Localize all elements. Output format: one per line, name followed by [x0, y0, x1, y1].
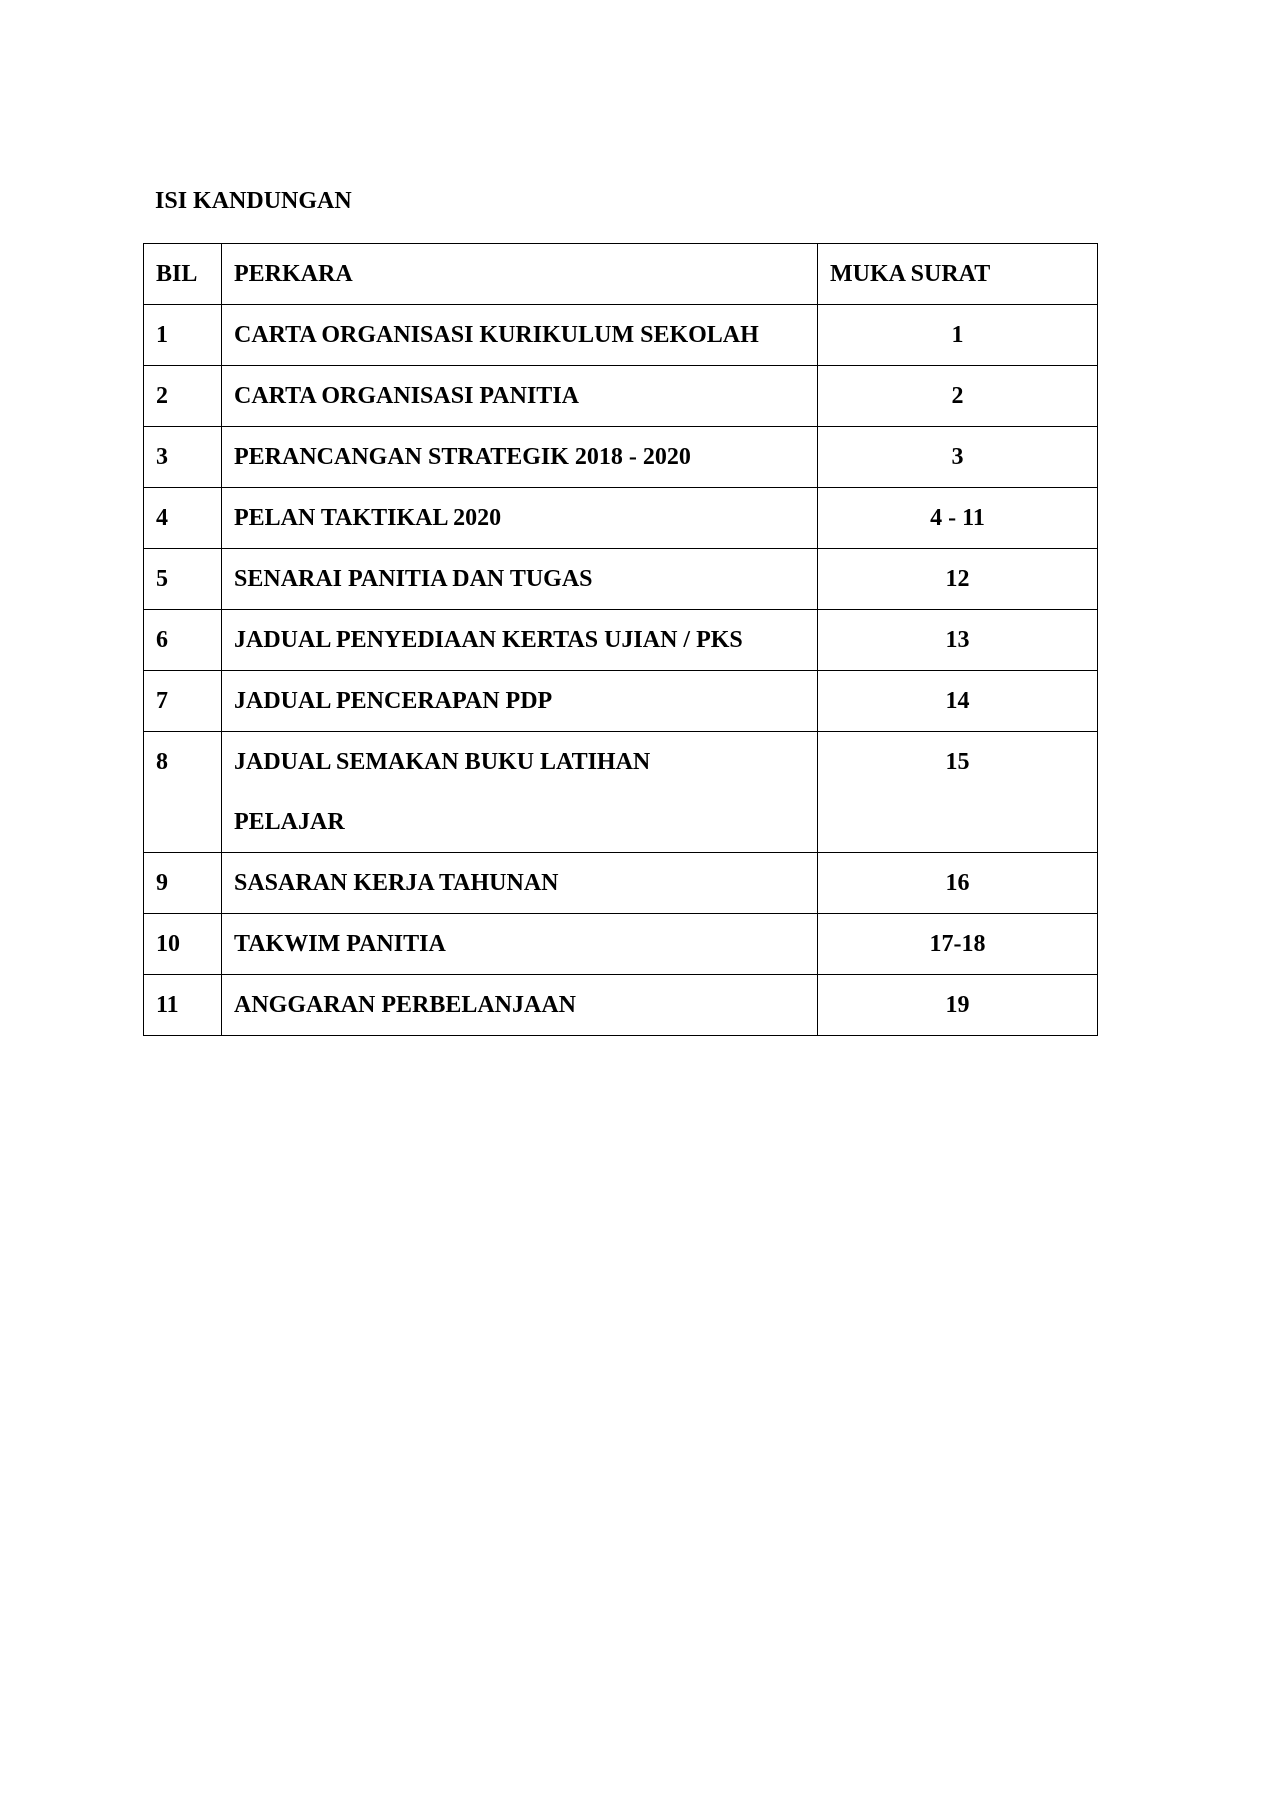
contents-table: [143, 243, 1098, 1036]
row-bil: 10: [144, 914, 222, 975]
row-perkara: [222, 549, 818, 610]
table-row: [144, 975, 1098, 1036]
row-perkara-line: PELAJAR: [234, 809, 345, 835]
row-muka-surat: 15: [818, 732, 1098, 853]
row-perkara: [222, 975, 818, 1036]
table-row: [144, 610, 1098, 671]
row-bil: 6: [144, 610, 222, 671]
row-bil: 11: [144, 975, 222, 1036]
table-body: [144, 305, 1098, 1036]
row-perkara-line: CARTA ORGANISASI PANITIA: [234, 383, 579, 409]
row-perkara: [222, 914, 818, 975]
row-perkara: [222, 610, 818, 671]
table-row: [144, 853, 1098, 914]
row-muka-surat: 19: [818, 975, 1098, 1036]
row-perkara: [222, 488, 818, 549]
row-perkara-line: CARTA ORGANISASI KURIKULUM SEKOLAH: [234, 322, 759, 348]
row-perkara: [222, 853, 818, 914]
row-bil: 1: [144, 305, 222, 366]
table-row: [144, 488, 1098, 549]
row-perkara-line: PELAN TAKTIKAL 2020: [234, 505, 502, 531]
row-muka-surat: 12: [818, 549, 1098, 610]
row-perkara-line: TAKWIM PANITIA: [234, 931, 446, 957]
row-muka-surat: 13: [818, 610, 1098, 671]
header-muka-surat: MUKA SURAT: [818, 244, 1098, 305]
row-perkara-line: PERANCANGAN STRATEGIK 2018 - 2020: [234, 444, 691, 470]
row-perkara: [222, 671, 818, 732]
row-muka-surat: 4 - 11: [818, 488, 1098, 549]
row-bil: 2: [144, 366, 222, 427]
table-row: [144, 549, 1098, 610]
row-muka-surat: 2: [818, 366, 1098, 427]
row-muka-surat: 1: [818, 305, 1098, 366]
row-perkara: [222, 427, 818, 488]
row-muka-surat: 17-18: [818, 914, 1098, 975]
header-bil: BIL: [144, 244, 222, 305]
row-perkara-line: SENARAI PANITIA DAN TUGAS: [234, 566, 593, 592]
row-bil: 5: [144, 549, 222, 610]
row-perkara-line: SASARAN KERJA TAHUNAN: [234, 870, 559, 896]
row-bil: 3: [144, 427, 222, 488]
table-row: [144, 671, 1098, 732]
table-header-row: [144, 244, 1098, 305]
row-perkara-line: ANGGARAN PERBELANJAAN: [234, 992, 577, 1018]
row-muka-surat: 14: [818, 671, 1098, 732]
table-row: [144, 366, 1098, 427]
table-row: [144, 305, 1098, 366]
row-perkara-line: JADUAL SEMAKAN BUKU LATIHAN: [234, 749, 651, 775]
row-bil: 7: [144, 671, 222, 732]
row-bil: 9: [144, 853, 222, 914]
row-bil: 4: [144, 488, 222, 549]
page-title: ISI KANDUNGAN: [155, 188, 352, 214]
row-perkara: [222, 305, 818, 366]
row-perkara-line: JADUAL PENYEDIAAN KERTAS UJIAN / PKS: [234, 627, 743, 653]
row-perkara: [222, 732, 818, 853]
row-perkara: [222, 366, 818, 427]
table-row: [144, 914, 1098, 975]
table-row: [144, 427, 1098, 488]
row-bil: 8: [144, 732, 222, 853]
row-muka-surat: 3: [818, 427, 1098, 488]
row-muka-surat: 16: [818, 853, 1098, 914]
header-perkara: PERKARA: [222, 244, 818, 305]
table-row: [144, 732, 1098, 853]
row-perkara-line: JADUAL PENCERAPAN PDP: [234, 688, 553, 714]
